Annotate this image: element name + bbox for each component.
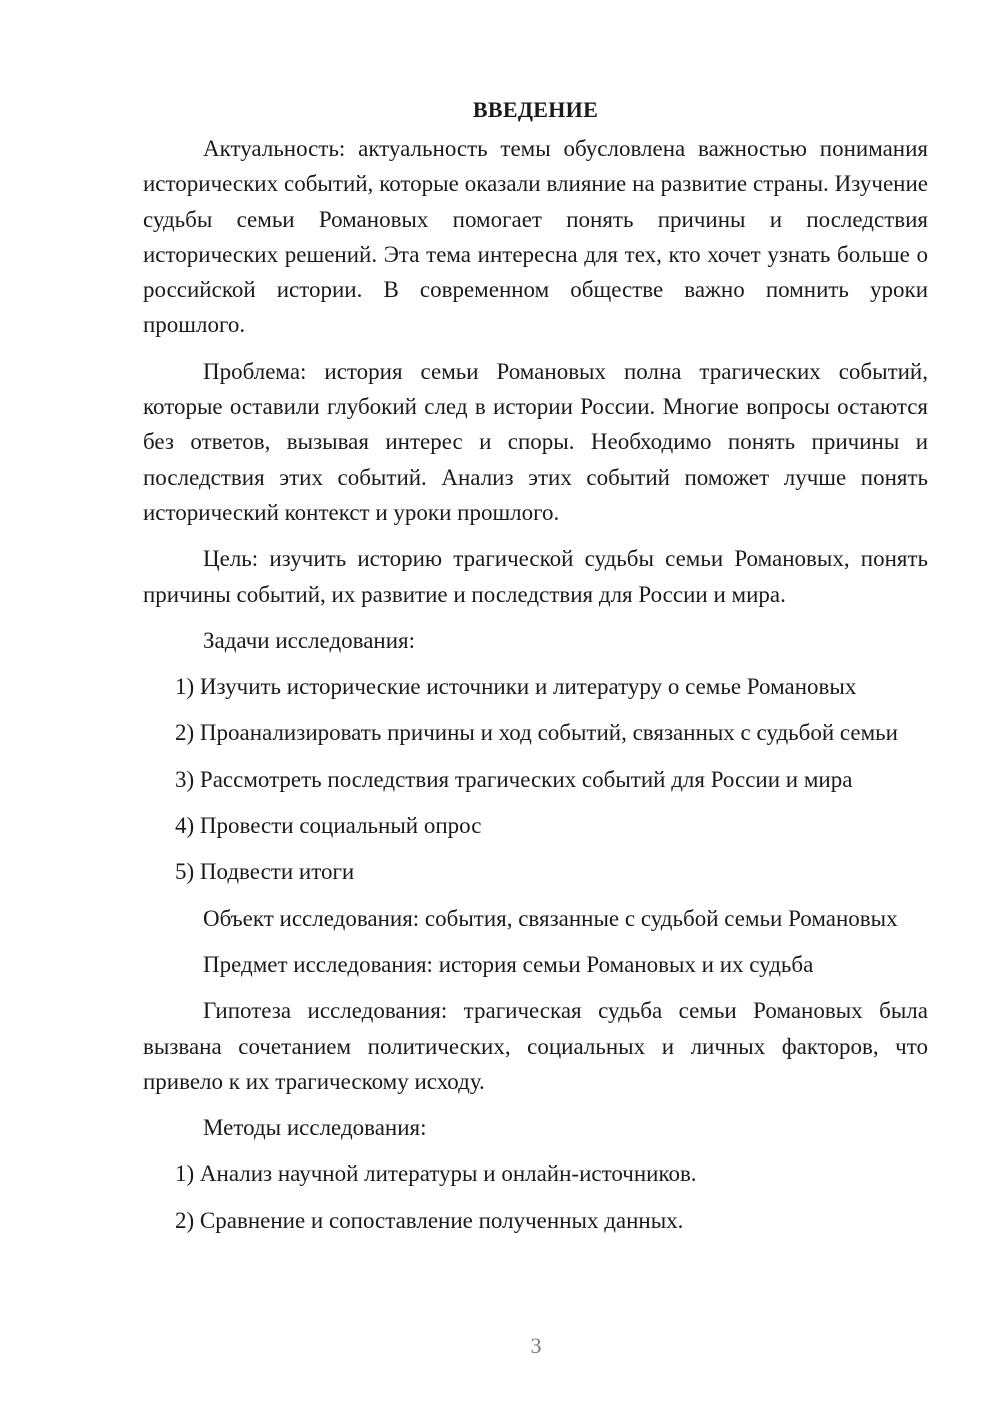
page-content xyxy=(143,92,928,1249)
method-item-2: 2) Сравнение и сопоставление полученных данных. xyxy=(175,1207,684,1233)
tasks-heading: Задачи исследования: xyxy=(203,627,416,653)
paragraph-subject: Предмет исследования: история семьи Романовых и их судьба xyxy=(203,951,814,977)
task-item-2: 2) Проанализировать причины и ход событий, связанных с судьбой семьи xyxy=(175,720,898,746)
paragraph-object: Объект исследования: события, связанные с судьбой семьи Романовых xyxy=(203,905,898,931)
method-item-1: 1) Анализ научной литературы и онлайн-источников. xyxy=(175,1161,697,1187)
paragraph-problem: Проблема: история семьи Романовых полна трагических событий, которые оставили глубокий след в истории России. Многие вопросы остаются без ответов, вызывая интерес и споры. Необходимо понять причины и последствия этих событий. Анализ этих событий поможет лучше понять исторический контекст и уроки прошлого. xyxy=(143,358,928,525)
paragraph-goal: Цель: изучить историю трагической судьбы семьи Романовых, понять причины событий, их развитие и последствия для России и мира. xyxy=(143,546,928,607)
task-item-4: 4) Провести социальный опрос xyxy=(175,813,482,839)
page-number: 3 xyxy=(530,1333,542,1358)
task-item-5: 5) Подвести итоги xyxy=(175,859,355,885)
methods-heading: Методы исследования: xyxy=(203,1115,427,1141)
paragraph-relevance: Актуальность: актуальность темы обусловлена важностью понимания исторических событий, которые оказали влияние на развитие страны. Изучение судьбы семьи Романовых помогает понять причины и последствия исторических решений. Эта тема интересна для тех, кто хочет узнать больше о российской истории. В современном обществе важно помнить уроки прошлого. xyxy=(143,136,928,338)
task-item-3: 3) Рассмотреть последствия трагических событий для России и мира xyxy=(175,766,853,792)
task-item-1: 1) Изучить исторические источники и литературу о семье Романовых xyxy=(175,674,857,700)
section-title: ВВЕДЕНИЕ xyxy=(472,97,599,122)
paragraph-hypothesis: Гипотеза исследования: трагическая судьба семьи Романовых была вызвана сочетанием политических, социальных и личных факторов, что привело к их трагическому исходу. xyxy=(143,998,928,1094)
